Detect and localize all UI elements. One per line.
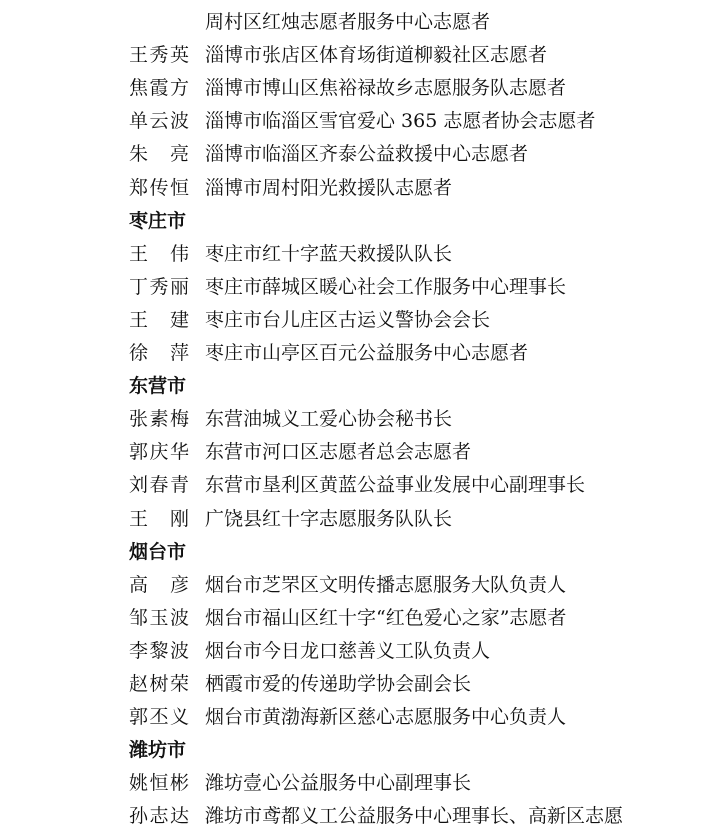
volunteer-description: 淄博市张店区体育场街道柳毅社区志愿者: [205, 44, 548, 67]
section-heading: 潍坊市: [129, 739, 187, 762]
section-heading: 烟台市: [129, 540, 187, 563]
volunteer-description: 枣庄市红十字蓝天救援队队长: [205, 242, 453, 265]
list-item: [0, 701, 720, 734]
volunteer-description: 淄博市博山区焦裕禄故乡志愿服务队志愿者: [205, 77, 567, 100]
volunteer-name: 徐 萍: [129, 342, 189, 364]
list-item: [0, 6, 720, 39]
volunteer-description: 淄博市临淄区雪官爱心 365 志愿者协会志愿者: [205, 110, 596, 133]
volunteer-description: 潍坊壹心公益服务中心副理事长: [205, 772, 472, 795]
list-item: [0, 39, 720, 72]
volunteer-name: 焦霞方: [129, 77, 189, 100]
volunteer-name: 王 伟: [129, 242, 189, 265]
volunteer-description: 烟台市黄渤海新区慈心志愿服务中心负责人: [205, 706, 567, 729]
volunteer-description: 烟台市芝罘区文明传播志愿服务大队负责人: [205, 573, 567, 596]
volunteer-description: 东营市垦利区黄蓝公益事业发展中心副理事长: [205, 474, 586, 497]
volunteer-description: 周村区红烛志愿者服务中心志愿者: [205, 11, 491, 33]
volunteer-description: 栖霞市爱的传递助学协会副会长: [205, 673, 472, 695]
volunteer-name: 郭庆华: [129, 441, 189, 464]
list-item: [0, 304, 720, 337]
list-item: [0, 767, 720, 800]
section-heading-row: [0, 734, 720, 767]
volunteer-name: 郑传恒: [129, 176, 189, 199]
volunteer-description: 东营市河口区志愿者总会志愿者: [205, 441, 472, 464]
list-item: [0, 72, 720, 105]
section-heading: 枣庄市: [129, 209, 187, 232]
volunteer-description: 枣庄市薛城区暖心社会工作服务中心理事长: [205, 275, 567, 298]
volunteer-name: 朱 亮: [129, 143, 189, 166]
list-item: [0, 602, 720, 635]
volunteer-name: 单云波: [129, 110, 189, 133]
section-heading-row: [0, 370, 720, 403]
list-item: [0, 138, 720, 171]
volunteer-name: 王 建: [129, 308, 189, 331]
list-item: [0, 172, 720, 205]
volunteer-description: 枣庄市山亭区百元公益服务中心志愿者: [205, 342, 529, 364]
volunteer-name: 张素梅: [129, 408, 189, 431]
volunteer-description: 淄博市临淄区齐泰公益救援中心志愿者: [205, 143, 529, 166]
section-heading: 东营市: [129, 375, 187, 398]
list-item: [0, 436, 720, 469]
volunteer-name: 高 彦: [129, 573, 189, 596]
list-item: [0, 503, 720, 536]
section-heading-row: [0, 205, 720, 238]
list-item: [0, 403, 720, 436]
list-item: [0, 469, 720, 502]
volunteer-name: 郭丕义: [129, 706, 189, 729]
volunteer-description: 东营油城义工爱心协会秘书长: [205, 408, 453, 431]
volunteer-description: 淄博市周村阳光救援队志愿者: [205, 176, 453, 199]
volunteer-description: 烟台市福山区红十字“红色爱心之家”志愿者: [205, 606, 567, 629]
list-item: [0, 569, 720, 602]
list-item: [0, 337, 720, 370]
volunteer-name: 赵树荣: [129, 673, 189, 695]
section-heading-row: [0, 536, 720, 569]
volunteer-name: 王秀英: [129, 44, 189, 67]
list-item: [0, 238, 720, 271]
volunteer-description: 烟台市今日龙口慈善义工队负责人: [205, 639, 491, 662]
volunteer-description: 枣庄市台儿庄区古运义警协会会长: [205, 308, 491, 331]
volunteer-name: 邹玉波: [129, 606, 189, 629]
volunteer-name: 丁秀丽: [129, 275, 189, 298]
list-item: [0, 635, 720, 668]
volunteer-description: 潍坊市鸢都义工公益服务中心理事长、高新区志愿: [205, 805, 624, 828]
list-item: [0, 668, 720, 701]
volunteer-name: 李黎波: [129, 639, 189, 662]
volunteer-name: 孙志达: [129, 805, 189, 828]
list-item: [0, 800, 720, 833]
list-item: [0, 105, 720, 138]
volunteer-description: 广饶县红十字志愿服务队队长: [205, 507, 453, 530]
volunteer-name: 王 刚: [129, 507, 189, 530]
volunteer-name: 姚恒彬: [129, 772, 189, 795]
list-item: [0, 271, 720, 304]
volunteer-name: 刘春青: [129, 474, 189, 497]
